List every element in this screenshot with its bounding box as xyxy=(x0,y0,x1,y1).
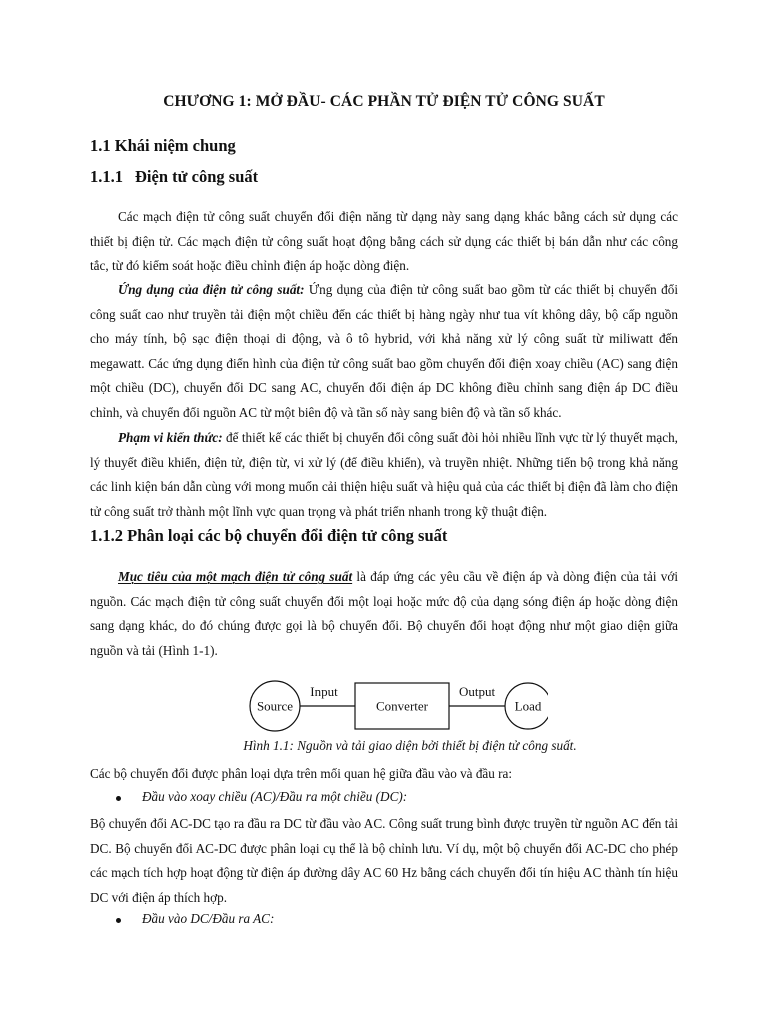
paragraph-objective xyxy=(90,565,678,663)
section-title: Điện tử công suất xyxy=(135,167,259,186)
output-label: Output xyxy=(458,684,496,699)
converter-label: Converter xyxy=(376,698,428,714)
paragraph-applications xyxy=(90,278,678,426)
source-label: Source xyxy=(256,698,294,714)
paragraph-text: để thiết kế các thiết bị chuyển đổi công suất đòi hỏi nhiều lĩnh vực từ lý thuyết mạch, lý thuyết điều khiển, điện tử, điện từ, vi xử lý (để điều khiển), và truyền nhiệt. Những tiến bộ trong khả năng các linh kiện bán dẫn cùng với mong muốn cải thiện hiệu suất và hiệu quả của các thiết bị điện đã làm cho điện tử công suất trở thành một lĩnh vực quan trọng và phát triển nhanh trong kỹ thuật điện. xyxy=(90,430,678,519)
paragraph-lead: Mục tiêu của một mạch điện tử công suất xyxy=(118,569,353,584)
section-heading-1-1-1 xyxy=(90,167,258,187)
paragraph-text: Ứng dụng của điện tử công suất bao gồm từ các thiết bị chuyển đổi công suất cao như truyền tải điện một chiều đến các thiết bị hàng ngày như tua vít không dây, bộ cấp nguồn cho máy tính, bộ sạc điện thoại di động, và ô tô hybrid, với khả năng xử lý công suất từ miliwatt đến megawatt. Các ứng dụng điển hình của điện tử công suất bao gồm chuyển đổi điện xoay chiều (AC) sang điện một chiều (DC), chuyển đổi DC sang AC, chuyển đổi điện áp DC không điều chỉnh sang điện áp DC điều chỉnh, và chuyển đổi nguồn AC từ một biên độ và tần số này sang biên độ và tần số khác. xyxy=(90,282,678,420)
bullet-text: Đầu vào xoay chiều (AC)/Đầu ra một chiều (DC): xyxy=(142,789,408,804)
bullet-dc-ac xyxy=(118,911,274,927)
paragraph-intro: Các mạch điện tử công suất chuyển đổi điện năng từ dạng này sang dạng khác bằng cách sử dụng các thiết bị điện tử. Các mạch điện tử công suất hoạt động bằng cách sử dụng các thiết bị bán dẫn như các công tắc, từ đó kiểm soát hoặc điều chỉnh điện áp hoặc dòng điện. xyxy=(90,209,678,274)
converter-block-diagram xyxy=(248,678,548,734)
bullet-dot xyxy=(116,796,121,801)
paragraph-ac-dc: Bộ chuyển đổi AC-DC tạo ra đầu ra DC từ đầu vào AC. Công suất trung bình được truyền từ nguồn AC đến tải DC. Bộ chuyển đổi AC-DC được phân loại cụ thể là bộ chỉnh lưu. Ví dụ, một bộ chuyển đổi AC-DC cho phép các mạch tích hợp hoạt động từ điện áp đường dây AC 60 Hz bằng cách chuyển đổi tín hiệu AC thành tín hiệu DC với điện áp thích hợp. xyxy=(90,816,678,905)
bullet-text: Đầu vào DC/Đầu ra AC: xyxy=(142,911,275,926)
input-label: Input xyxy=(310,684,338,699)
bullet-ac-dc xyxy=(118,789,407,805)
figure-caption: Hình 1.1: Nguồn và tải giao diện bởi thiết bị điện tử công suất. xyxy=(243,738,577,753)
section-heading-1-1-2: 1.1.2 Phân loại các bộ chuyển đổi điện tử công suất xyxy=(90,526,448,545)
chapter-title: CHƯƠNG 1: MỞ ĐẦU- CÁC PHẦN TỬ ĐIỆN TỬ CÔNG SUẤT xyxy=(163,93,605,110)
section-heading-1-1: 1.1 Khái niệm chung xyxy=(90,136,236,155)
section-number: 1.1.1 xyxy=(90,167,123,186)
paragraph-scope xyxy=(90,426,678,524)
paragraph-classification: Các bộ chuyển đổi được phân loại dựa trên mối quan hệ giữa đầu vào và đầu ra: xyxy=(90,766,513,781)
paragraph-lead: Ứng dụng của điện tử công suất: xyxy=(118,282,305,297)
load-label: Load xyxy=(514,698,542,714)
paragraph-text: là đáp ứng các yêu cầu về điện áp và dòng điện của tải với nguồn. Các mạch điện tử công suất chuyển đổi một loại hoặc mức độ của dạng sóng điện áp hoặc dòng điện sang dạng khác, do đó chúng được gọi là bộ chuyển đổi. Bộ chuyển đổi hoạt động như một giao diện giữa nguồn và tải (Hình 1-1). xyxy=(90,569,679,658)
paragraph-lead: Phạm vi kiến thức: xyxy=(118,430,223,445)
bullet-dot xyxy=(116,918,121,923)
